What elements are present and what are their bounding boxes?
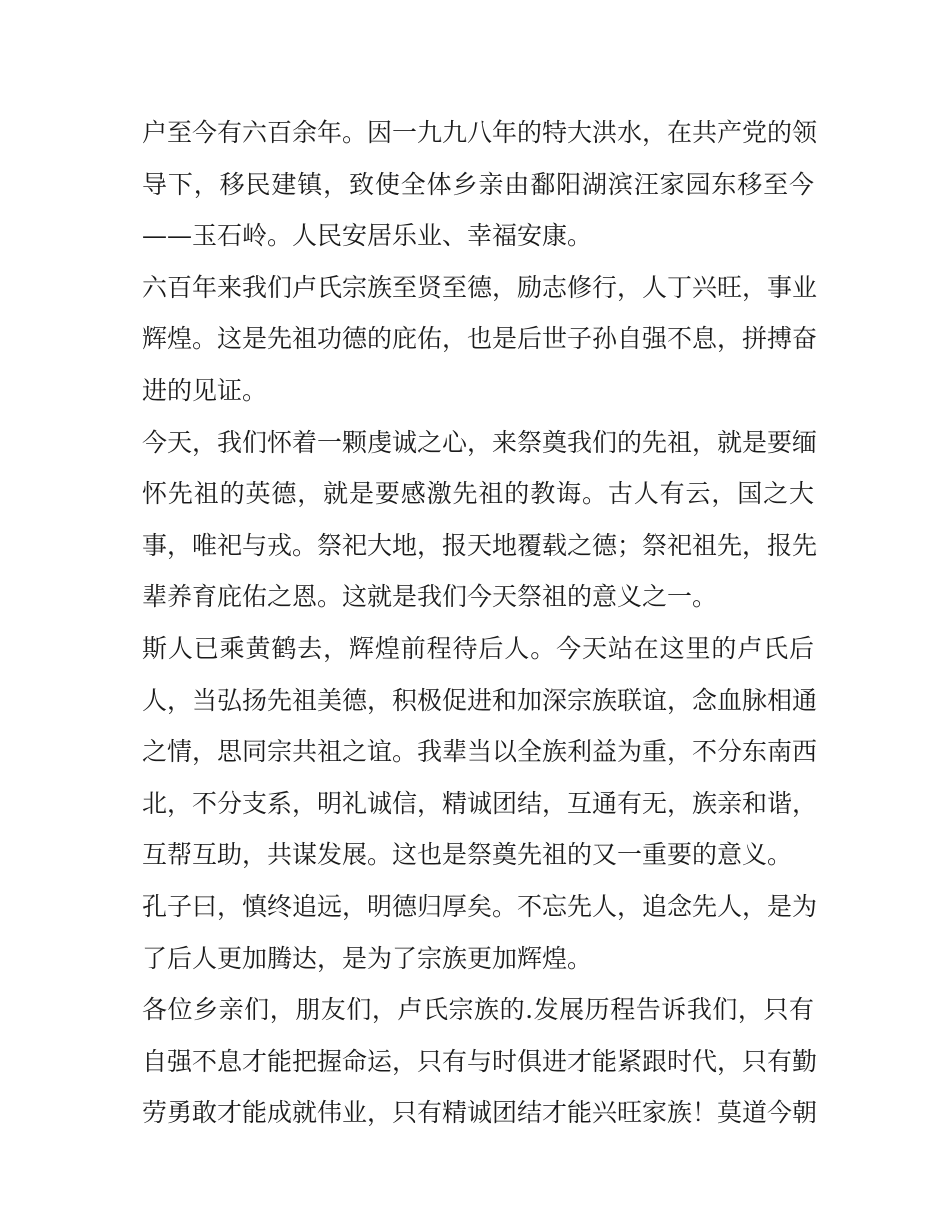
text-line: 北，不分支系，明礼诚信，精诚团结，互通有无，族亲和谐， <box>142 788 818 818</box>
document-body <box>142 107 818 1139</box>
text-line: 户至今有六百余年。因一九九八年的特大洪水，在共产党的领 <box>142 118 818 147</box>
paragraph-4 <box>142 623 818 881</box>
text-line: 自强不息才能把握命运，只有与时俱进才能紧跟时代，只有勤 <box>142 1046 818 1076</box>
text-line: 六百年来我们卢氏宗族至贤至德，励志修行，人丁兴旺，事业 <box>142 272 818 302</box>
text-line: ——玉石岭。人民安居乐业、幸福安康。 <box>142 221 593 251</box>
paragraph-5 <box>142 881 818 984</box>
text-line: 孔子曰，慎终追远，明德归厚矣。不忘先人，追念先人，是为 <box>142 891 818 921</box>
text-line: 事，唯祀与戎。祭祀大地，报天地覆载之德；祭祀祖先，报先 <box>142 530 818 560</box>
paragraph-3 <box>142 417 818 623</box>
text-line: 斯人已乘黄鹤去，辉煌前程待后人。今天站在这里的卢氏后 <box>142 633 814 663</box>
text-line: 导下，移民建镇，致使全体乡亲由鄱阳湖滨汪家园东移至今 <box>142 169 814 199</box>
text-line: 今天，我们怀着一颗虔诚之心，来祭奠我们的先祖，就是要缅 <box>142 427 818 457</box>
text-line: 进的见证。 <box>142 375 268 405</box>
text-line: 人，当弘扬先祖美德，积极促进和加深宗族联谊，念血脉相通 <box>142 685 818 715</box>
text-line: 辈养育庇佑之恩。这就是我们今天祭祖的意义之一。 <box>142 582 718 612</box>
text-line: 了后人更加腾达，是为了宗族更加辉煌。 <box>142 943 593 973</box>
text-line: 互帮互助，共谋发展。这也是祭奠先祖的又一重要的意义。 <box>142 840 793 870</box>
paragraph-6 <box>142 984 818 1139</box>
text-line: 劳勇敢才能成就伟业，只有精诚团结才能兴旺家族！莫道今朝 <box>142 1098 818 1128</box>
text-line: 辉煌。这是先祖功德的庇佑，也是后世子孙自强不息，拼搏奋 <box>142 324 818 354</box>
text-line: 怀先祖的英德，就是要感激先祖的教诲。古人有云，国之大 <box>142 479 814 509</box>
paragraph-2 <box>142 262 818 417</box>
text-line: 之情，思同宗共祖之谊。我辈当以全族利益为重，不分东南西 <box>142 737 818 767</box>
paragraph-1 <box>142 107 818 262</box>
text-line: 各位乡亲们，朋友们，卢氏宗族的.发展历程告诉我们，只有 <box>142 995 814 1025</box>
